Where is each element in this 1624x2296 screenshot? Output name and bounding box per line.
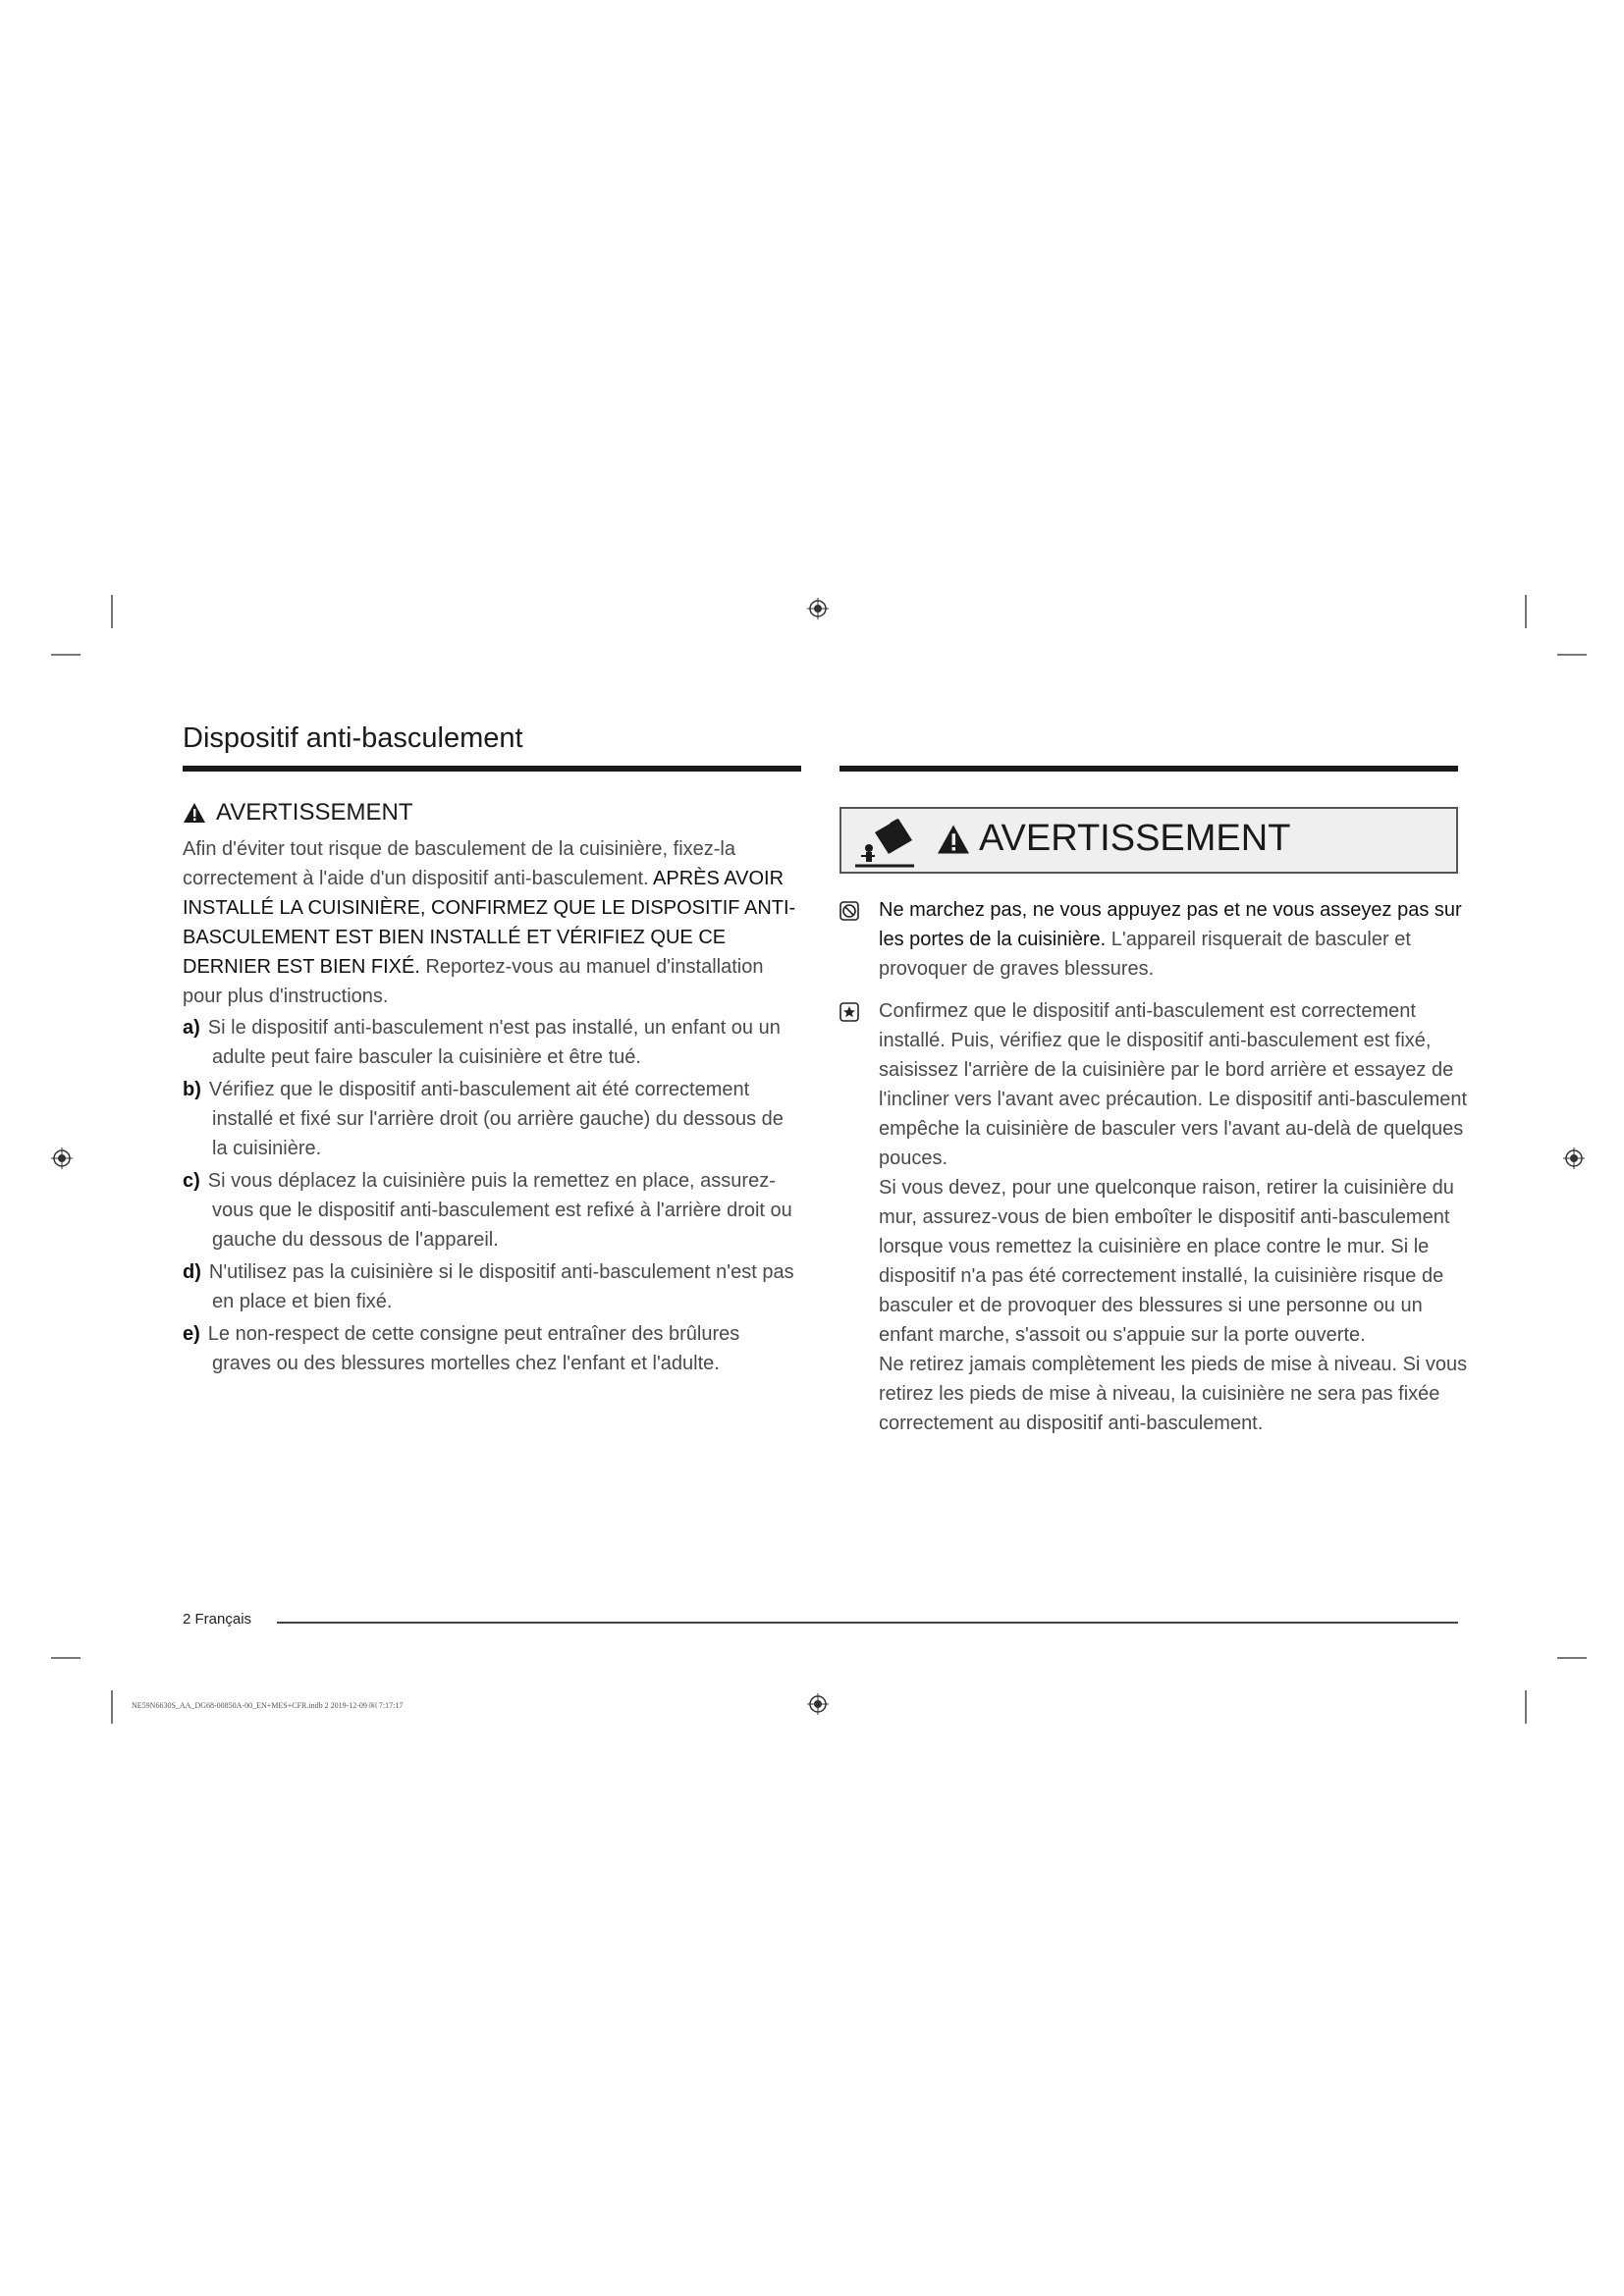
registration-mark-icon <box>807 598 829 619</box>
list-item <box>183 1013 801 1072</box>
section-rule <box>839 766 1458 772</box>
item-text: Si le dispositif anti-basculement n'est pas installé, un enfant ou un adulte peut faire basculer la cuisinière et être tué. <box>207 1017 781 1068</box>
warning-heading <box>936 818 1290 860</box>
list-item <box>183 1257 801 1316</box>
list-item <box>183 1075 801 1163</box>
crop-mark <box>1557 1657 1587 1659</box>
page-number: 2 Français <box>183 1611 252 1628</box>
star-icon <box>839 1002 859 1022</box>
list-item <box>839 895 1468 984</box>
crop-mark <box>111 595 113 628</box>
section-rule <box>183 766 801 772</box>
item-label: a) <box>183 1017 200 1039</box>
item-label: c) <box>183 1170 200 1192</box>
crop-mark <box>1525 595 1527 628</box>
instruction-list <box>183 1013 801 1378</box>
item-text: N'utilisez pas la cuisinière si le dispositif anti-basculement n'est pas en place et bien fixé. <box>208 1261 794 1312</box>
registration-mark-icon <box>51 1148 73 1169</box>
prohibited-icon <box>839 901 859 921</box>
item-paragraph: Si vous devez, pour une quelconque raison, retirer la cuisinière du mur, assurez-vous de bien emboîter le dispositif anti-basculement lorsque vous remettez la cuisinière en place contre le mur. Si le dispositif n'a pas été correctement installé, la cuisinière risque de basculer et de provoquer des blessures si une personne ou un enfant marche, s'assoit ou s'appuie sur la porte ouverte. <box>879 1177 1454 1346</box>
item-text: Vérifiez que le dispositif anti-basculement ait été correctement installé et fixé sur l'arrière droit (ou arrière gauche) du dessous de la cuisinière. <box>208 1079 784 1159</box>
warning-triangle-icon <box>936 824 971 855</box>
item-normal: L'appareil risquerait de basculer et provoquer de graves blessures. <box>879 929 1411 980</box>
item-paragraph: Confirmez que le dispositif anti-basculement est correctement installé. Puis, vérifiez que le dispositif anti-basculement est fixé, saisissez l'arrière de la cuisinière par le bord arrière et essayez de l'incliner vers l'avant avec précaution. Le dispositif anti-basculement empêche la cuisinière de basculer vers l'avant au-delà de quelques pouces. <box>879 1000 1468 1169</box>
crop-mark <box>1525 1690 1527 1724</box>
list-item <box>183 1319 801 1378</box>
intro-text: Afin d'éviter tout risque de basculement de la cuisinière, fixez-la correctement à l'aide d'un dispositif anti-basculement. <box>183 838 735 889</box>
item-emphasis: Ne marchez pas, ne vous appuyez pas et ne vous asseyez pas sur les portes de la cuisinière. <box>879 899 1462 950</box>
warning-banner <box>839 807 1458 874</box>
item-label: e) <box>183 1323 200 1345</box>
item-label: d) <box>183 1261 201 1283</box>
item-text: Le non-respect de cette consigne peut entraîner des brûlures graves ou des blessures mortelles chez l'enfant et l'adulte. <box>207 1323 740 1374</box>
item-label: b) <box>183 1079 201 1100</box>
crop-mark <box>111 1690 113 1724</box>
list-item <box>183 1166 801 1255</box>
tip-over-pictogram-icon <box>853 815 916 870</box>
registration-mark-icon <box>1563 1148 1585 1169</box>
crop-mark <box>51 654 81 656</box>
registration-mark-icon <box>807 1693 829 1715</box>
crop-mark <box>1557 654 1587 656</box>
intro-emphasis: APRÈS AVOIR INSTALLÉ LA CUISINIÈRE, CONFIRMEZ QUE LE DISPOSITIF ANTI-BASCULEMENT EST BIEN INSTALLÉ ET VÉRIFIEZ QUE CE DERNIER EST BIEN FIXÉ. <box>183 868 796 978</box>
warning-label: AVERTISSEMENT <box>979 818 1291 859</box>
item-paragraph: Ne retirez jamais complètement les pieds de mise à niveau. Si vous retirez les pieds de mise à niveau, la cuisinière ne sera pas fixée correctement au dispositif anti-basculement. <box>879 1354 1468 1434</box>
list-item <box>839 996 1468 1438</box>
item-text <box>879 996 1468 1438</box>
warning-heading <box>183 799 801 827</box>
intro-paragraph <box>183 834 801 1011</box>
warning-label: AVERTISSEMENT <box>216 799 413 826</box>
item-text <box>879 895 1468 984</box>
left-column <box>183 799 801 1381</box>
item-text: Si vous déplacez la cuisinière puis la remettez en place, assurez-vous que le dispositif anti-basculement est refixé à l'arrière droit ou gauche du dessous de l'appareil. <box>207 1170 792 1251</box>
page-title: Dispositif anti-basculement <box>183 722 523 754</box>
crop-mark <box>51 1657 81 1659</box>
footer-rule <box>277 1622 1458 1624</box>
print-slug: NE59N6630S_AA_DG68-00850A-00_EN+MES+CFR.indb 2 2019-12-09 ￼ 7:17:17 <box>132 1701 404 1710</box>
intro-text: Reportez-vous au manuel d'installation pour plus d'instructions. <box>183 956 764 1007</box>
warning-triangle-icon <box>183 802 206 824</box>
